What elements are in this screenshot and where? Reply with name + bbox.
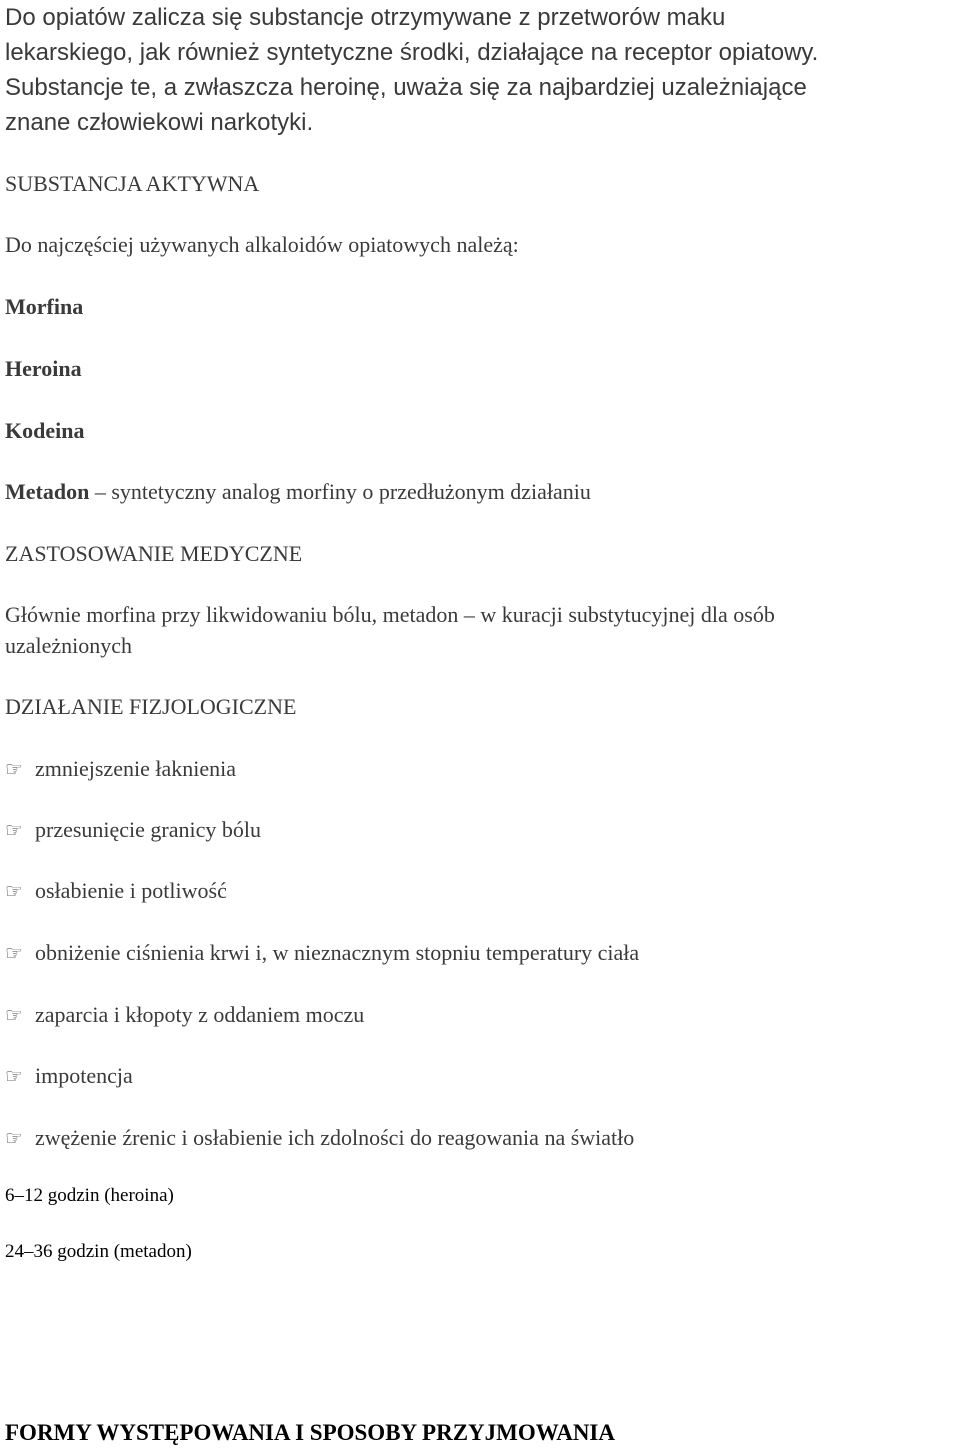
lead-alkaloids: Do najczęściej używanych alkaloidów opiatowych należą: — [5, 232, 519, 257]
item-metadon-name: Metadon — [5, 479, 90, 504]
intro-line-1: Do opiatów zalicza się substancje otrzymywane z przetworów maku — [5, 4, 726, 31]
bullet-text: zmniejszenie łaknienia — [35, 756, 236, 781]
item-heroina: Heroina — [5, 356, 82, 381]
bullet-text: zwężenie źrenic i osłabienie ich zdolności do reagowania na światło — [35, 1125, 635, 1150]
pointing-hand-icon: ☞ — [5, 1126, 23, 1150]
bullet-text: przesunięcie granicy bólu — [35, 817, 262, 842]
heading-zastosowanie-medyczne: ZASTOSOWANIE MEDYCZNE — [5, 541, 303, 566]
intro-paragraph — [5, 0, 935, 140]
item-metadon-desc: – syntetyczny analog morfiny o przedłużonym działaniu — [94, 479, 591, 504]
list-item — [5, 1004, 364, 1026]
list-item — [5, 1127, 634, 1149]
pointing-hand-icon: ☞ — [5, 818, 23, 842]
heading-formy-wystepowania: FORMY WYSTĘPOWANIA I SPOSOBY PRZYJMOWANIA — [5, 1420, 615, 1445]
bullet-text: osłabienie i potliwość — [35, 878, 227, 903]
item-kodeina: Kodeina — [5, 418, 85, 443]
list-item — [5, 819, 261, 841]
heading-substancja-aktywna: SUBSTANCJA AKTYWNA — [5, 171, 260, 196]
list-item — [5, 942, 639, 964]
heading-dzialanie-fizjologiczne: DZIAŁANIE FIZJOLOGICZNE — [5, 694, 297, 719]
bullet-text: obniżenie ciśnienia krwi i, w nieznacznym stopniu temperatury ciała — [35, 940, 640, 965]
medical-line-1: Głównie morfina przy likwidowaniu bólu, metadon – w kuracji substytucyjnej dla osób — [5, 602, 775, 627]
item-metadon — [5, 481, 591, 503]
bullet-text: zaparcia i kłopoty z oddaniem moczu — [35, 1002, 365, 1027]
medical-line-2: uzależnionych — [5, 633, 133, 658]
intro-line-3: Substancje te, a zwłaszcza heroinę, uważa się za najbardziej uzależniające — [5, 74, 807, 101]
duration-metadon: 24–36 godzin (metadon) — [5, 1241, 192, 1262]
intro-line-2: lekarskiego, jak również syntetyczne środki, działające na receptor opiatowy. — [5, 39, 819, 66]
bullet-text: impotencja — [35, 1063, 133, 1088]
duration-heroina: 6–12 godzin (heroina) — [5, 1185, 174, 1206]
pointing-hand-icon: ☞ — [5, 757, 23, 781]
list-item — [5, 1065, 133, 1087]
pointing-hand-icon: ☞ — [5, 1003, 23, 1027]
intro-line-4: znane człowiekowi narkotyki. — [5, 109, 314, 136]
pointing-hand-icon: ☞ — [5, 879, 23, 903]
list-item — [5, 758, 236, 780]
item-morfina: Morfina — [5, 294, 84, 319]
pointing-hand-icon: ☞ — [5, 941, 23, 965]
list-item — [5, 880, 227, 902]
pointing-hand-icon: ☞ — [5, 1064, 23, 1088]
